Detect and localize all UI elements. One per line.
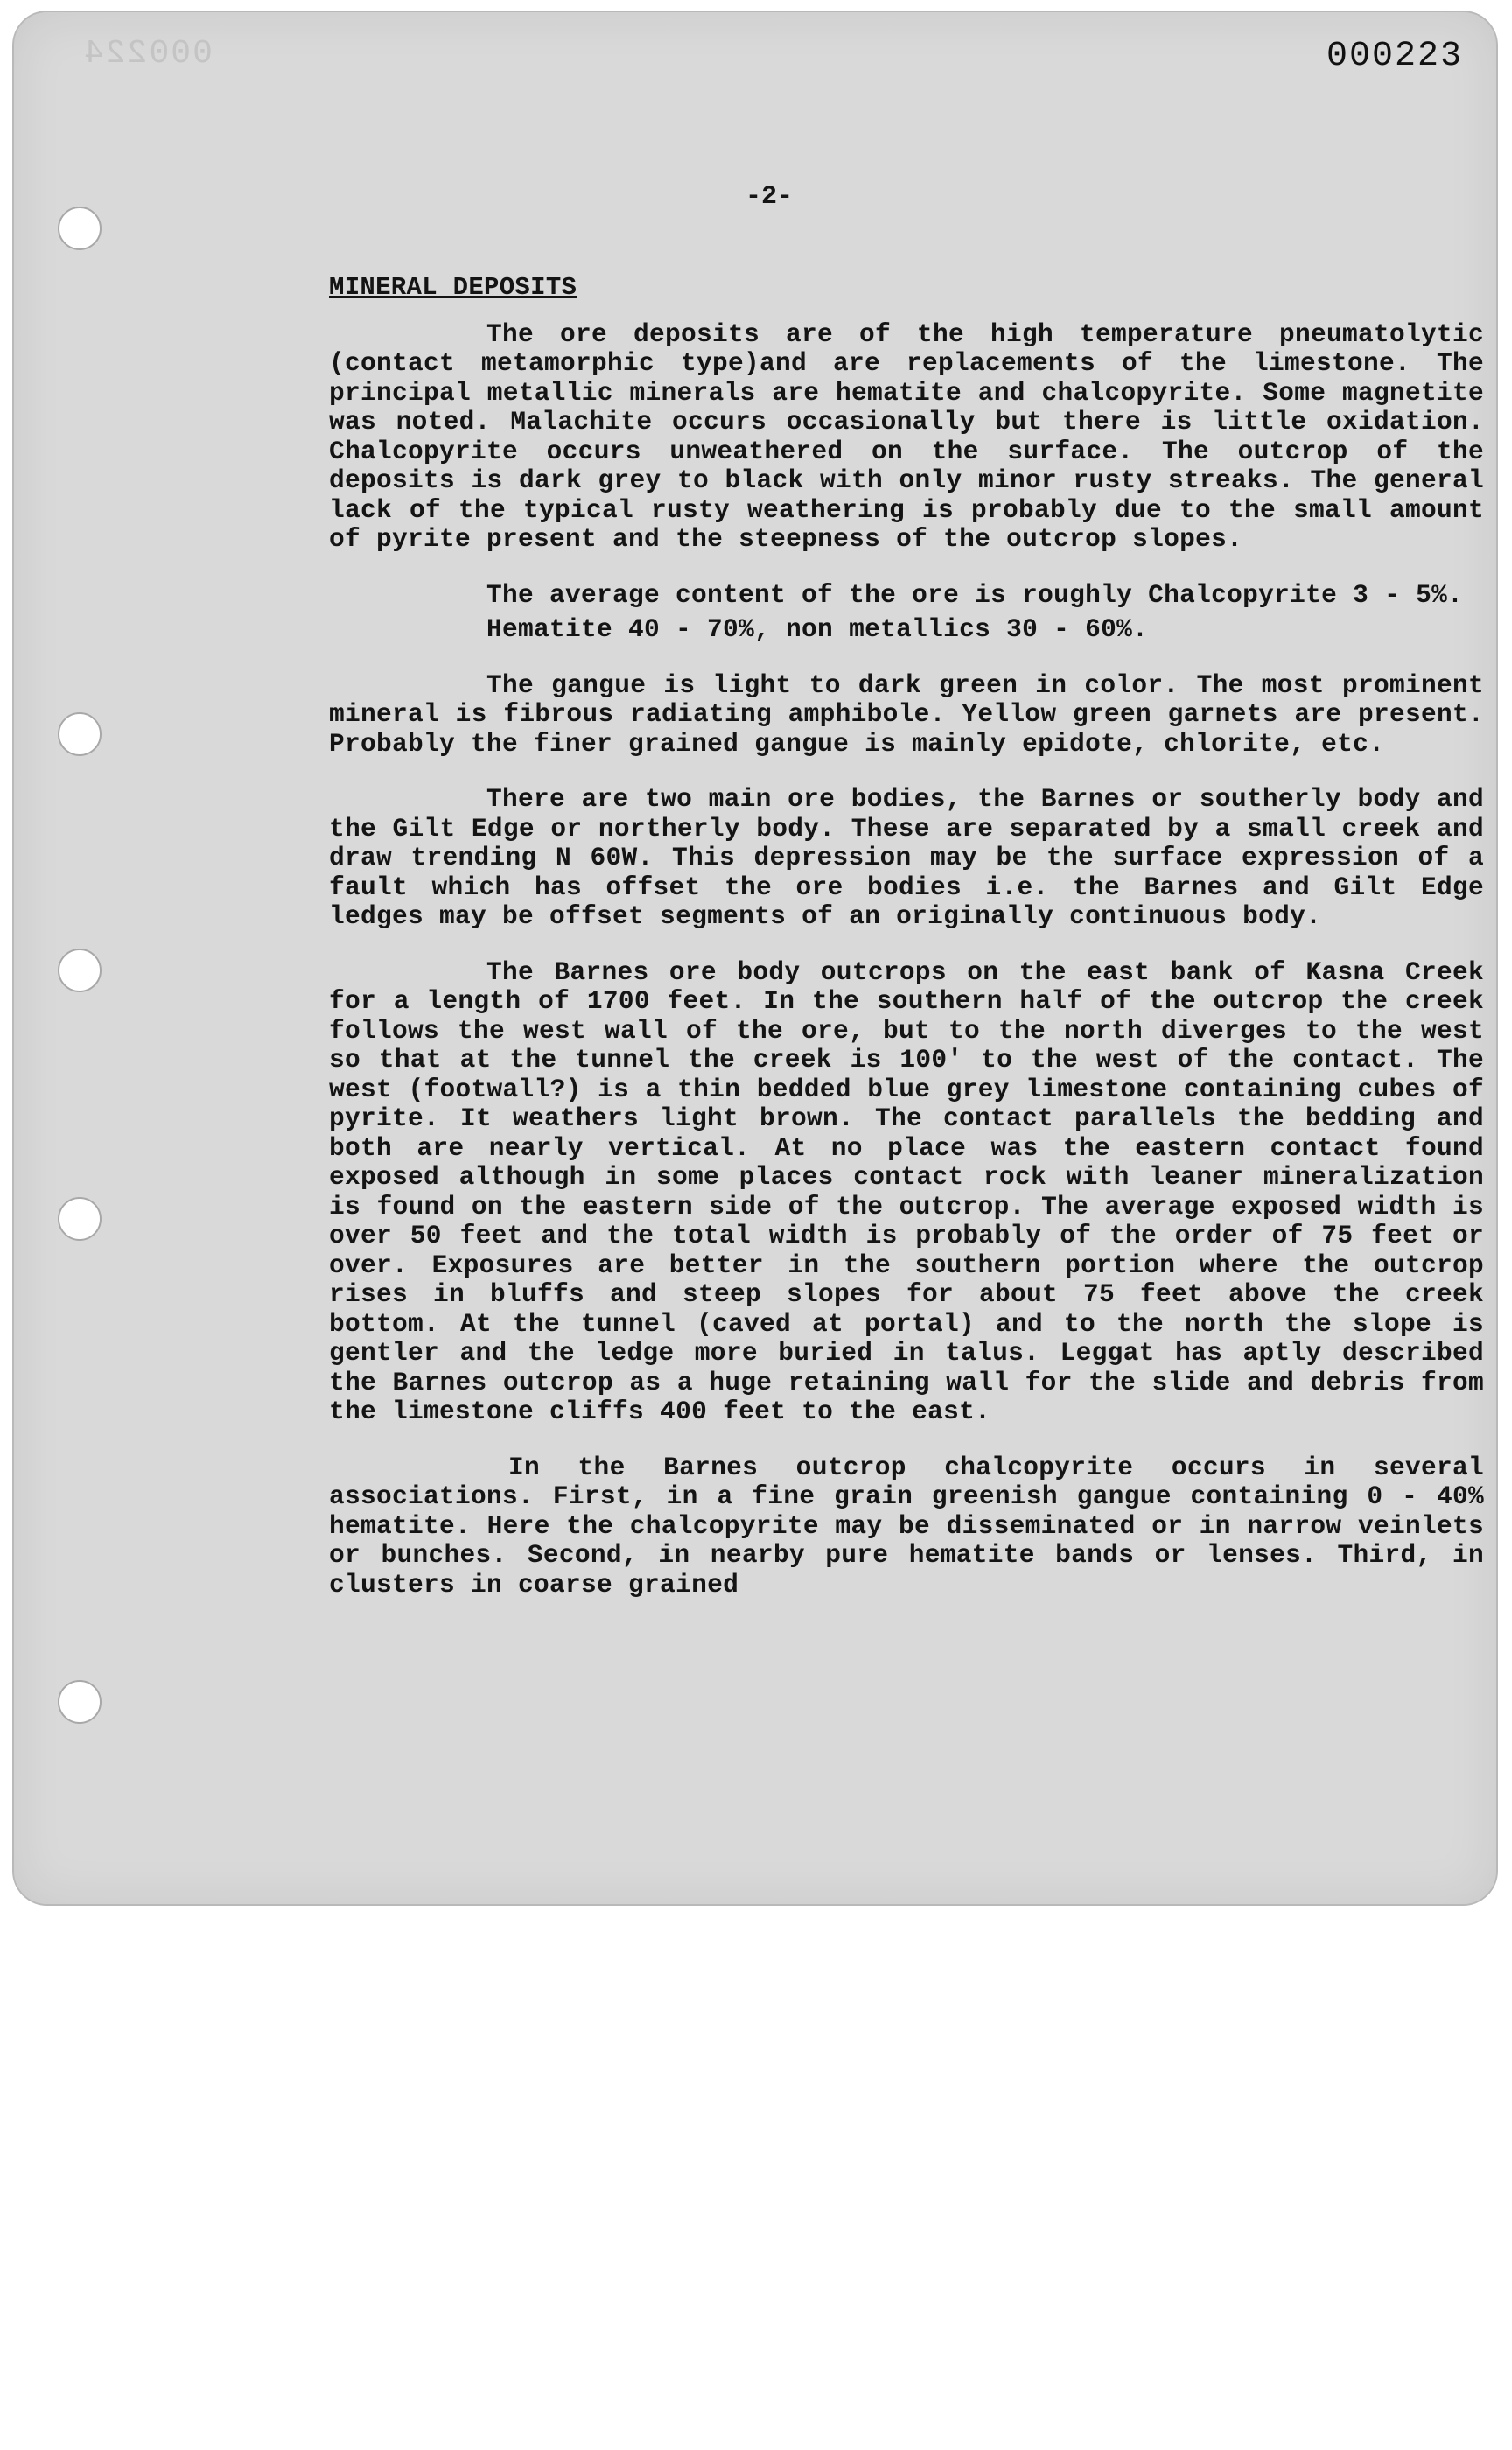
binder-hole bbox=[58, 1197, 102, 1241]
paragraph-ore-bodies: There are two main ore bodies, the Barnes or southerly body and the Gilt Edge or northerly body. These are separated by a small creek and draw trending N 60W. This depression may be the surface expression of a fault which has offset the ore bodies i.e. the Barnes and Gilt Edge ledges may be offset segments of an originally continuous body. bbox=[329, 784, 1484, 931]
paragraph-ore-deposits: The ore deposits are of the high temperature pneumatolytic (contact metamorphic type)and are replacements of the limestone. The principal metallic minerals are hematite and chalcopyrite. Some magnetite was noted. Malachite occurs occasionally but there is little oxidation. Chalcopyrite occurs unweathered on the surface. The outcrop of the deposits is dark grey to black with only minor rusty streaks. The general lack of the typical rusty weathering is probably due to the small amount of pyrite present and the steepness of the outcrop slopes. bbox=[329, 318, 1484, 554]
body-text bbox=[329, 273, 1484, 1626]
document-number: 000223 bbox=[1326, 37, 1463, 76]
binder-hole bbox=[58, 1680, 102, 1724]
document-page bbox=[12, 10, 1498, 1906]
binder-hole bbox=[58, 206, 102, 250]
paragraph-hematite-content: Hematite 40 - 70%, non metallics 30 - 60%. bbox=[486, 614, 1149, 644]
bleed-through-number: 000224 bbox=[82, 35, 213, 73]
binder-hole bbox=[58, 948, 102, 992]
paragraph-average-content: The average content of the ore is roughly Chalcopyrite 3 - 5%. bbox=[486, 579, 1464, 610]
section-heading: MINERAL DEPOSITS bbox=[329, 273, 578, 302]
binder-hole bbox=[58, 712, 102, 756]
paragraph-gangue: The gangue is light to dark green in color. The most prominent mineral is fibrous radiating amphibole. Yellow green garnets are present. Probably the finer grained gangue is mainly epidote, chlorite, etc. bbox=[329, 669, 1484, 759]
paragraph-chalcopyrite-associations: In the Barnes outcrop chalcopyrite occurs in several associations. First, in a fine grain greenish gangue containing 0 - 40% hematite. Here the chalcopyrite may be disseminated or in narrow veinlets or bunches. Second, in nearby pure hematite bands or lenses. Third, in clusters in coarse grained bbox=[329, 1452, 1484, 1600]
page-number: -2- bbox=[746, 182, 794, 212]
paragraph-barnes-outcrop: The Barnes ore body outcrops on the east bank of Kasna Creek for a length of 1700 feet. In the southern half of the outcrop the creek follows the west wall of the ore, but to the north diverges to the west so that at the tunnel the creek is 100' to the west of the contact. The west (footwall?) is a thin bedded blue grey limestone containing cubes of pyrite. It weathers light brown. The contact parallels the bedding and both are nearly vertical. At no place was the eastern contact found exposed although in some places contact rock with leaner mineralization is found on the eastern side of the outcrop. The average exposed width is over 50 feet and the total width is probably of the order of 75 feet or over. Exposures are better in the southern portion where the outcrop rises in bluffs and steep slopes for about 75 feet above the creek bottom. At the tunnel (caved at portal) and to the north the slope is gentler and the ledge more buried in talus. Leggat has aptly described the Barnes outcrop as a huge retaining wall for the slide and debris from the limestone cliffs 400 feet to the east. bbox=[329, 956, 1484, 1426]
